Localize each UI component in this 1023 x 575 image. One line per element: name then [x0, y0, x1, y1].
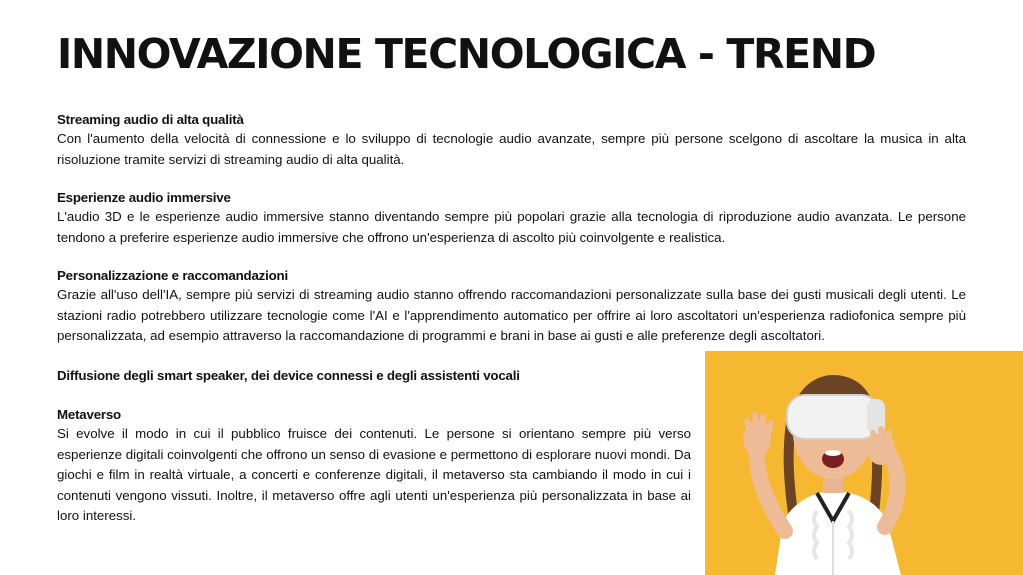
section-metaverse: [57, 405, 691, 527]
section-heading: Esperienze audio immersive: [57, 190, 231, 205]
section-body: Grazie all'uso dell'IA, sempre più servizi di streaming audio stanno offrendo raccomandazioni personalizzate sulla base dei gusti musicali degli utenti. Le stazioni radio potrebbero utilizzare tecnologie come l'AI e l'apprendimento automatico per offrire ai loro ascoltatori un'esperienza radiofonica sempre più personalizzata, ad esempio attraverso la raccomandazione di programmi e brani in base ai gusti e alle preferenze degli ascoltatori.: [57, 287, 966, 343]
section-heading: Metaverso: [57, 407, 121, 422]
section-streaming-audio: [57, 110, 966, 170]
section-heading: Streaming audio di alta qualità: [57, 112, 244, 127]
vr-girl-illustration: [705, 351, 1023, 575]
section-body: Con l'aumento della velocità di connessione e lo sviluppo di tecnologie audio avanzate, sempre più persone scelgono di ascoltare la musica in alta risoluzione tramite servizi di streaming audio di alta qualità.: [57, 131, 966, 167]
section-body: L'audio 3D e le esperienze audio immersive stanno diventando sempre più popolari grazie alla tecnologia di riproduzione audio avanzata. Le persone tendono a preferire esperienze audio immersive che offrono un'esperienza di ascolto più coinvolgente e realistica.: [57, 209, 966, 245]
section-smart-speakers: [57, 366, 697, 385]
section-heading: Diffusione degli smart speaker, dei device connessi e degli assistenti vocali: [57, 368, 520, 383]
section-immersive-audio: [57, 188, 966, 248]
page-title: INNOVAZIONE TECNOLOGICA - TREND: [57, 30, 876, 78]
section-personalization: [57, 266, 966, 347]
section-body: Si evolve il modo in cui il pubblico fruisce dei contenuti. Le persone si orientano sempre più verso esperienze digitali coinvolgenti che offrono un senso di evasione e permettono di esplorare nuovi mondi. Da giochi e film in realtà virtuale, a concerti e conferenze digitali, il metaverso sta cambiando il modo in cui i contenuti vengono vissuti. Inoltre, il metaverso offre agli utenti un'esperienza più personalizzata in base ai loro interessi.: [57, 426, 691, 523]
girl-with-vr-headset-photo: [705, 351, 1023, 575]
section-heading: Personalizzazione e raccomandazioni: [57, 268, 288, 283]
